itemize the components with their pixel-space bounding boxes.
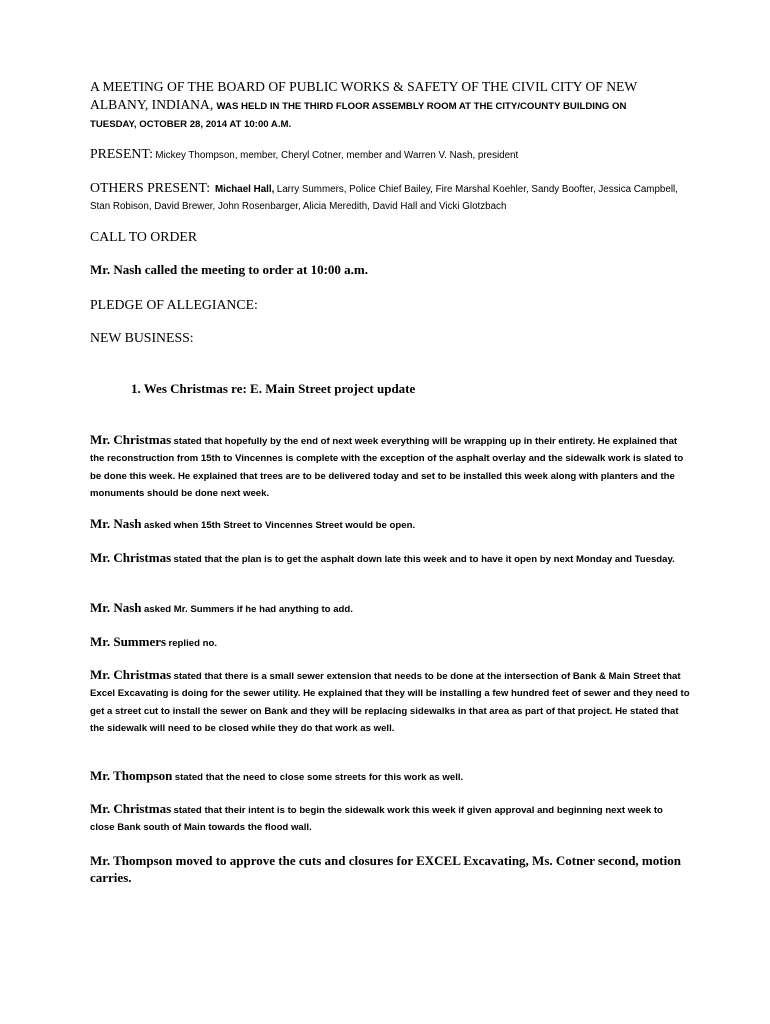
- speaker-name: Mr. Summers: [90, 634, 167, 649]
- motion-text: Mr. Thompson moved to approve the cuts and closures for EXCEL Excavating, Ms. Cotner second, motion carries.: [90, 853, 681, 885]
- paragraph: [90, 599, 690, 618]
- paragraph-text: stated that the need to close some streets for this work as well.: [174, 772, 464, 783]
- pledge-heading: PLEDGE OF ALLEGIANCE:: [90, 297, 258, 312]
- others-present-section: [90, 179, 690, 215]
- paragraph-text: stated that their intent is to begin the sidewalk work this week if given approval and beginning next week to close Bank south of Main towards the flood wall.: [90, 805, 663, 834]
- paragraph-text: stated that hopefully by the end of next week everything will be wrapping up in their entirety. He explained that the reconstruction from 15th to Vincennes is complete with the exception of the asphalt overlay and the sidewalk work is slated to be done this week. He explained that trees are to be delivered today and set to be installed this week along with planters and the monuments should be done next week.: [90, 436, 684, 499]
- speaker-name: Mr. Christmas: [90, 432, 172, 447]
- others-present-text: Larry Summers, Police Chief Bailey, Fire Marshal Koehler, Sandy Boofter, Jessica Campbell, Stan Robison, David Brewer, John Rosenbarger, Alicia Meredith, David Hall and Vicki Glotzbach: [90, 184, 678, 212]
- agenda-item-1: 1. Wes Christmas re: E. Main Street project update: [131, 381, 416, 396]
- title-date-line: TUESDAY, OCTOBER 28, 2014 AT 10:00 A.M.: [90, 119, 292, 130]
- paragraph-text: asked when 15th Street to Vincennes Street would be open.: [143, 520, 416, 531]
- others-present-label: OTHERS PRESENT:: [90, 180, 211, 195]
- paragraph-text: stated that there is a small sewer extension that needs to be done at the intersection of Bank & Main Street that Excel Excavating is doing for the sewer utility. He explained that they will be installing a few hundred feet of sewer and they need to get a street cut to install the sewer on Bank and they will be replacing sidewalks in that area as part of that project. He stated that the sidewalk will need to be closed while they do that work as well.: [90, 671, 690, 734]
- speaker-name: Mr. Nash: [90, 516, 142, 531]
- paragraph: [90, 800, 690, 837]
- present-text: Mickey Thompson, member, Cheryl Cotner, member and Warren V. Nash, president: [155, 150, 519, 161]
- call-to-order-heading: CALL TO ORDER: [90, 229, 198, 244]
- others-present-first-name: Michael Hall,: [214, 184, 275, 195]
- new-business-heading: NEW BUSINESS:: [90, 330, 194, 345]
- paragraph: [90, 515, 690, 534]
- paragraph: [90, 633, 690, 652]
- title-serif-part: A MEETING OF THE BOARD OF PUBLIC WORKS & SAFETY OF THE CIVIL CITY OF NEW ALBANY, INDIANA,: [90, 79, 637, 112]
- paragraph: [90, 767, 690, 786]
- present-section: [90, 146, 690, 164]
- speaker-name: Mr. Thompson: [90, 768, 173, 783]
- speaker-name: Mr. Christmas: [90, 667, 172, 682]
- paragraph-text: stated that the plan is to get the asphalt down late this week and to have it open by next Monday and Tuesday.: [173, 554, 675, 565]
- paragraph-text: replied no.: [168, 638, 217, 649]
- present-label: PRESENT:: [90, 146, 153, 161]
- speaker-name: Mr. Christmas: [90, 550, 172, 565]
- nash-called-to-order: Mr. Nash called the meeting to order at 10:00 a.m.: [90, 262, 369, 277]
- paragraph: [90, 666, 690, 737]
- speaker-name: Mr. Nash: [90, 600, 142, 615]
- paragraph: [90, 549, 690, 568]
- paragraph: [90, 431, 690, 502]
- title-sans-part: WAS HELD IN THE THIRD FLOOR ASSEMBLY ROOM AT THE CITY/COUNTY BUILDING ON: [216, 101, 627, 112]
- speaker-name: Mr. Christmas: [90, 801, 172, 816]
- meeting-title: [90, 78, 690, 134]
- paragraph-text: asked Mr. Summers if he had anything to add.: [143, 604, 353, 615]
